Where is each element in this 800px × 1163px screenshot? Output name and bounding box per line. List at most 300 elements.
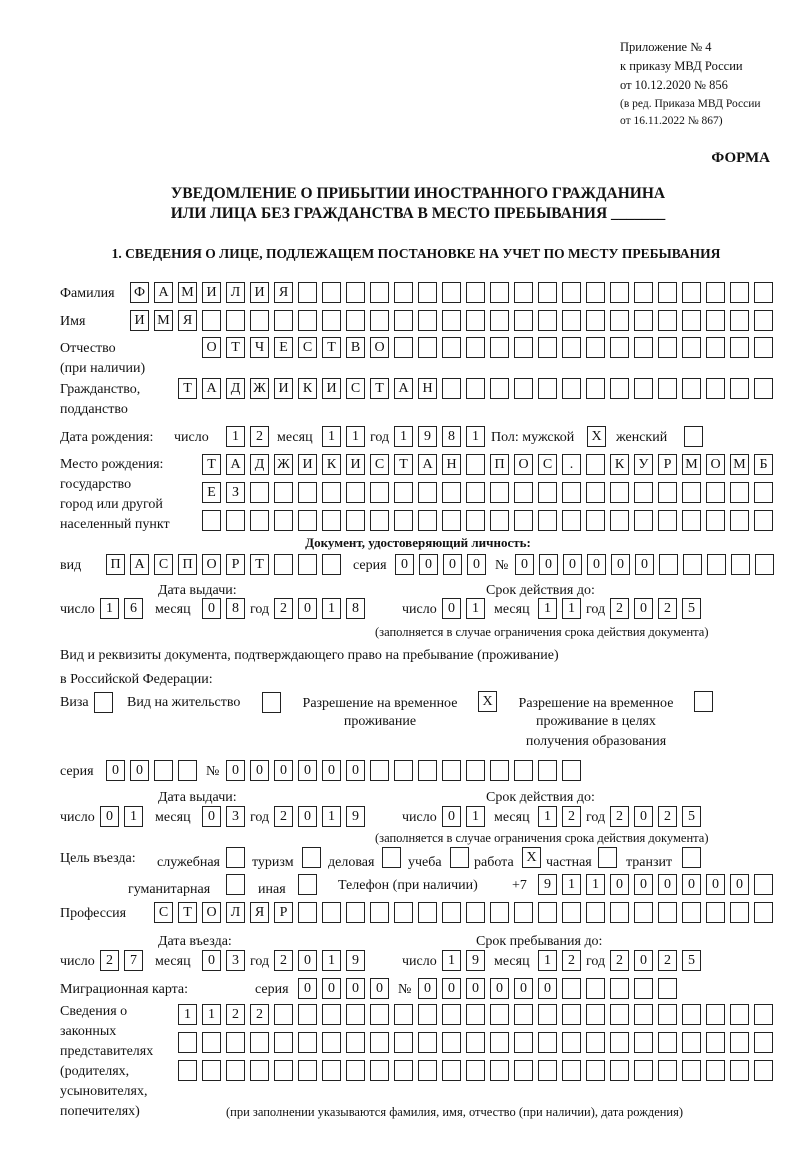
char-cell[interactable]: Т — [226, 337, 245, 358]
char-cell[interactable] — [178, 1060, 197, 1081]
char-cell[interactable] — [682, 1060, 701, 1081]
char-cell[interactable]: 0 — [202, 950, 221, 971]
char-cell[interactable] — [610, 1004, 629, 1025]
char-cell[interactable]: 1 — [124, 806, 143, 827]
char-cell[interactable]: К — [610, 454, 629, 475]
char-cell[interactable]: 0 — [635, 554, 654, 575]
char-cell[interactable] — [394, 337, 413, 358]
char-cell[interactable]: И — [274, 378, 293, 399]
char-cell[interactable] — [586, 337, 605, 358]
char-cell[interactable]: 2 — [562, 806, 581, 827]
char-cell[interactable]: 5 — [682, 950, 701, 971]
char-cell[interactable] — [202, 310, 221, 331]
char-cell[interactable]: 0 — [418, 978, 437, 999]
char-cell[interactable] — [298, 902, 317, 923]
char-cell[interactable]: К — [322, 454, 341, 475]
char-cell[interactable] — [730, 337, 749, 358]
char-cell[interactable] — [514, 1060, 533, 1081]
char-cell[interactable] — [250, 482, 269, 503]
char-cell[interactable]: Ж — [250, 378, 269, 399]
char-cell[interactable]: А — [130, 554, 149, 575]
char-cell[interactable]: О — [370, 337, 389, 358]
char-cell[interactable]: 2 — [100, 950, 119, 971]
char-cell[interactable]: Т — [370, 378, 389, 399]
char-cell[interactable]: 1 — [346, 426, 365, 447]
char-cell[interactable] — [610, 510, 629, 531]
char-cell[interactable] — [490, 310, 509, 331]
char-cell[interactable]: Е — [274, 337, 293, 358]
char-cell[interactable] — [370, 1004, 389, 1025]
char-cell[interactable] — [394, 760, 413, 781]
char-cell[interactable]: 1 — [178, 1004, 197, 1025]
char-cell[interactable]: Е — [202, 482, 221, 503]
char-cell[interactable]: 8 — [442, 426, 461, 447]
char-cell[interactable] — [322, 282, 341, 303]
char-cell[interactable] — [730, 282, 749, 303]
char-cell[interactable] — [466, 337, 485, 358]
char-cell[interactable]: 0 — [346, 760, 365, 781]
char-cell[interactable] — [490, 902, 509, 923]
char-cell[interactable] — [658, 978, 677, 999]
char-cell[interactable] — [586, 510, 605, 531]
char-cell[interactable]: О — [202, 902, 221, 923]
char-cell[interactable] — [610, 310, 629, 331]
char-cell[interactable] — [754, 310, 773, 331]
char-cell[interactable]: Ж — [274, 454, 293, 475]
char-cell[interactable] — [418, 510, 437, 531]
char-cell[interactable]: 8 — [226, 598, 245, 619]
char-cell[interactable] — [586, 378, 605, 399]
char-cell[interactable] — [322, 510, 341, 531]
char-cell[interactable] — [634, 1060, 653, 1081]
char-cell[interactable] — [586, 1032, 605, 1053]
char-cell[interactable] — [586, 902, 605, 923]
char-cell[interactable] — [706, 482, 725, 503]
char-cell[interactable]: 9 — [418, 426, 437, 447]
char-cell[interactable] — [418, 1060, 437, 1081]
char-cell[interactable] — [442, 510, 461, 531]
char-cell[interactable] — [466, 310, 485, 331]
char-cell[interactable]: 0 — [298, 950, 317, 971]
char-cell[interactable]: 0 — [634, 874, 653, 895]
char-cell[interactable]: С — [538, 454, 557, 475]
char-cell[interactable] — [682, 1032, 701, 1053]
char-cell[interactable] — [490, 378, 509, 399]
char-cell[interactable] — [514, 1004, 533, 1025]
char-cell[interactable] — [610, 482, 629, 503]
char-cell[interactable] — [466, 282, 485, 303]
char-cell[interactable] — [634, 510, 653, 531]
char-cell[interactable]: З — [226, 482, 245, 503]
char-cell[interactable]: 0 — [466, 978, 485, 999]
char-cell[interactable] — [490, 337, 509, 358]
char-cell[interactable] — [514, 902, 533, 923]
char-cell[interactable]: Ч — [250, 337, 269, 358]
char-cell[interactable]: В — [346, 337, 365, 358]
char-cell[interactable] — [418, 310, 437, 331]
char-cell[interactable]: 1 — [562, 874, 581, 895]
char-cell[interactable] — [490, 482, 509, 503]
char-cell[interactable]: 0 — [467, 554, 486, 575]
char-cell[interactable]: 1 — [466, 806, 485, 827]
char-cell[interactable] — [562, 378, 581, 399]
char-cell[interactable]: Т — [178, 902, 197, 923]
char-cell[interactable] — [730, 378, 749, 399]
char-cell[interactable]: 1 — [322, 426, 341, 447]
char-cell[interactable] — [298, 282, 317, 303]
char-cell[interactable] — [730, 1032, 749, 1053]
char-cell[interactable] — [394, 482, 413, 503]
char-cell[interactable] — [682, 1004, 701, 1025]
char-cell[interactable] — [202, 510, 221, 531]
char-cell[interactable]: 0 — [514, 978, 533, 999]
char-cell[interactable] — [442, 378, 461, 399]
char-cell[interactable]: М — [682, 454, 701, 475]
char-cell[interactable] — [694, 691, 713, 712]
char-cell[interactable] — [610, 1060, 629, 1081]
char-cell[interactable] — [538, 378, 557, 399]
char-cell[interactable] — [322, 902, 341, 923]
char-cell[interactable] — [466, 454, 485, 475]
char-cell[interactable] — [346, 510, 365, 531]
char-cell[interactable] — [442, 1060, 461, 1081]
char-cell[interactable] — [754, 282, 773, 303]
char-cell[interactable]: 0 — [395, 554, 414, 575]
char-cell[interactable]: . — [562, 454, 581, 475]
char-cell[interactable] — [706, 1004, 725, 1025]
char-cell[interactable]: 0 — [298, 598, 317, 619]
char-cell[interactable]: Ф — [130, 282, 149, 303]
char-cell[interactable] — [538, 310, 557, 331]
char-cell[interactable] — [658, 510, 677, 531]
char-cell[interactable]: 0 — [682, 874, 701, 895]
char-cell[interactable] — [466, 902, 485, 923]
char-cell[interactable] — [706, 1032, 725, 1053]
char-cell[interactable] — [754, 1004, 773, 1025]
char-cell[interactable]: П — [490, 454, 509, 475]
char-cell[interactable] — [754, 510, 773, 531]
char-cell[interactable] — [634, 310, 653, 331]
char-cell[interactable] — [586, 978, 605, 999]
char-cell[interactable] — [298, 554, 317, 575]
char-cell[interactable]: 5 — [682, 806, 701, 827]
char-cell[interactable] — [298, 482, 317, 503]
char-cell[interactable] — [346, 1032, 365, 1053]
char-cell[interactable] — [562, 282, 581, 303]
char-cell[interactable] — [490, 760, 509, 781]
char-cell[interactable] — [418, 337, 437, 358]
char-cell[interactable] — [682, 310, 701, 331]
char-cell[interactable]: 1 — [394, 426, 413, 447]
char-cell[interactable] — [346, 482, 365, 503]
char-cell[interactable] — [418, 282, 437, 303]
char-cell[interactable] — [322, 1004, 341, 1025]
char-cell[interactable]: А — [394, 378, 413, 399]
char-cell[interactable] — [322, 1060, 341, 1081]
char-cell[interactable]: 1 — [586, 874, 605, 895]
char-cell[interactable] — [370, 310, 389, 331]
char-cell[interactable] — [658, 337, 677, 358]
char-cell[interactable] — [154, 760, 173, 781]
char-cell[interactable]: Я — [178, 310, 197, 331]
char-cell[interactable] — [731, 554, 750, 575]
char-cell[interactable] — [634, 978, 653, 999]
char-cell[interactable] — [634, 1032, 653, 1053]
char-cell[interactable] — [202, 1060, 221, 1081]
char-cell[interactable] — [562, 510, 581, 531]
char-cell[interactable]: X — [478, 691, 497, 712]
char-cell[interactable]: 5 — [682, 598, 701, 619]
char-cell[interactable] — [610, 1032, 629, 1053]
char-cell[interactable]: 0 — [515, 554, 534, 575]
char-cell[interactable] — [466, 378, 485, 399]
char-cell[interactable] — [754, 1032, 773, 1053]
char-cell[interactable] — [754, 337, 773, 358]
char-cell[interactable] — [586, 482, 605, 503]
char-cell[interactable] — [226, 310, 245, 331]
char-cell[interactable] — [586, 282, 605, 303]
char-cell[interactable] — [418, 1004, 437, 1025]
char-cell[interactable] — [450, 847, 469, 868]
char-cell[interactable]: 0 — [658, 874, 677, 895]
char-cell[interactable]: Н — [442, 454, 461, 475]
char-cell[interactable] — [730, 902, 749, 923]
char-cell[interactable]: П — [106, 554, 125, 575]
char-cell[interactable] — [394, 310, 413, 331]
char-cell[interactable]: А — [226, 454, 245, 475]
char-cell[interactable] — [586, 310, 605, 331]
char-cell[interactable] — [394, 1060, 413, 1081]
char-cell[interactable] — [346, 1060, 365, 1081]
char-cell[interactable]: Т — [250, 554, 269, 575]
char-cell[interactable] — [442, 482, 461, 503]
char-cell[interactable]: 0 — [202, 806, 221, 827]
char-cell[interactable] — [730, 310, 749, 331]
char-cell[interactable] — [706, 337, 725, 358]
char-cell[interactable] — [610, 978, 629, 999]
char-cell[interactable]: П — [178, 554, 197, 575]
char-cell[interactable] — [442, 282, 461, 303]
char-cell[interactable] — [634, 337, 653, 358]
char-cell[interactable] — [370, 1032, 389, 1053]
char-cell[interactable] — [706, 310, 725, 331]
char-cell[interactable]: С — [298, 337, 317, 358]
char-cell[interactable]: Б — [754, 454, 773, 475]
char-cell[interactable]: X — [587, 426, 606, 447]
char-cell[interactable] — [755, 554, 774, 575]
char-cell[interactable]: 0 — [539, 554, 558, 575]
char-cell[interactable]: 0 — [298, 760, 317, 781]
char-cell[interactable] — [346, 282, 365, 303]
char-cell[interactable]: 1 — [322, 950, 341, 971]
char-cell[interactable]: 0 — [443, 554, 462, 575]
char-cell[interactable] — [250, 1060, 269, 1081]
char-cell[interactable]: 0 — [587, 554, 606, 575]
char-cell[interactable] — [514, 1032, 533, 1053]
char-cell[interactable] — [394, 1004, 413, 1025]
char-cell[interactable]: 0 — [634, 806, 653, 827]
char-cell[interactable] — [298, 510, 317, 531]
char-cell[interactable] — [754, 902, 773, 923]
char-cell[interactable]: М — [730, 454, 749, 475]
char-cell[interactable] — [442, 760, 461, 781]
char-cell[interactable] — [466, 1004, 485, 1025]
char-cell[interactable]: Р — [226, 554, 245, 575]
char-cell[interactable]: 2 — [226, 1004, 245, 1025]
char-cell[interactable] — [682, 378, 701, 399]
char-cell[interactable]: М — [154, 310, 173, 331]
char-cell[interactable] — [634, 282, 653, 303]
char-cell[interactable] — [562, 337, 581, 358]
char-cell[interactable]: 0 — [100, 806, 119, 827]
char-cell[interactable] — [94, 692, 113, 713]
char-cell[interactable]: 0 — [730, 874, 749, 895]
char-cell[interactable] — [658, 482, 677, 503]
char-cell[interactable] — [370, 482, 389, 503]
char-cell[interactable]: 2 — [658, 806, 677, 827]
char-cell[interactable]: М — [178, 282, 197, 303]
char-cell[interactable] — [346, 1004, 365, 1025]
char-cell[interactable] — [538, 760, 557, 781]
char-cell[interactable]: 0 — [274, 760, 293, 781]
char-cell[interactable] — [514, 337, 533, 358]
char-cell[interactable] — [754, 482, 773, 503]
char-cell[interactable] — [490, 282, 509, 303]
char-cell[interactable] — [442, 1004, 461, 1025]
char-cell[interactable]: 0 — [442, 978, 461, 999]
char-cell[interactable]: С — [154, 902, 173, 923]
char-cell[interactable] — [178, 1032, 197, 1053]
char-cell[interactable]: 2 — [274, 950, 293, 971]
char-cell[interactable]: 1 — [538, 598, 557, 619]
char-cell[interactable]: 1 — [202, 1004, 221, 1025]
char-cell[interactable] — [370, 760, 389, 781]
char-cell[interactable] — [658, 378, 677, 399]
char-cell[interactable]: 8 — [346, 598, 365, 619]
char-cell[interactable] — [682, 337, 701, 358]
char-cell[interactable]: У — [634, 454, 653, 475]
char-cell[interactable] — [754, 1060, 773, 1081]
char-cell[interactable]: 0 — [298, 978, 317, 999]
char-cell[interactable] — [382, 847, 401, 868]
char-cell[interactable] — [442, 337, 461, 358]
char-cell[interactable]: 1 — [538, 806, 557, 827]
char-cell[interactable]: О — [706, 454, 725, 475]
char-cell[interactable] — [418, 1032, 437, 1053]
char-cell[interactable] — [682, 510, 701, 531]
char-cell[interactable] — [538, 1032, 557, 1053]
char-cell[interactable]: 1 — [322, 598, 341, 619]
char-cell[interactable] — [706, 378, 725, 399]
char-cell[interactable]: 0 — [419, 554, 438, 575]
char-cell[interactable] — [226, 874, 245, 895]
char-cell[interactable]: Т — [322, 337, 341, 358]
char-cell[interactable] — [298, 310, 317, 331]
char-cell[interactable] — [562, 978, 581, 999]
char-cell[interactable]: 0 — [634, 598, 653, 619]
char-cell[interactable]: И — [346, 454, 365, 475]
char-cell[interactable]: 1 — [226, 426, 245, 447]
char-cell[interactable]: 2 — [610, 598, 629, 619]
char-cell[interactable] — [610, 902, 629, 923]
char-cell[interactable]: Т — [202, 454, 221, 475]
char-cell[interactable]: X — [522, 847, 541, 868]
char-cell[interactable] — [274, 482, 293, 503]
char-cell[interactable] — [706, 282, 725, 303]
char-cell[interactable] — [250, 510, 269, 531]
char-cell[interactable] — [754, 378, 773, 399]
char-cell[interactable]: 0 — [370, 978, 389, 999]
char-cell[interactable] — [226, 1060, 245, 1081]
char-cell[interactable]: 1 — [562, 598, 581, 619]
char-cell[interactable] — [514, 378, 533, 399]
char-cell[interactable]: О — [202, 554, 221, 575]
char-cell[interactable] — [586, 454, 605, 475]
char-cell[interactable]: 0 — [634, 950, 653, 971]
char-cell[interactable]: 1 — [538, 950, 557, 971]
char-cell[interactable]: 0 — [563, 554, 582, 575]
char-cell[interactable] — [562, 902, 581, 923]
char-cell[interactable] — [274, 510, 293, 531]
char-cell[interactable] — [370, 1060, 389, 1081]
char-cell[interactable] — [706, 510, 725, 531]
char-cell[interactable]: С — [346, 378, 365, 399]
char-cell[interactable] — [274, 1032, 293, 1053]
char-cell[interactable] — [683, 554, 702, 575]
char-cell[interactable] — [538, 337, 557, 358]
char-cell[interactable] — [226, 1032, 245, 1053]
char-cell[interactable]: 0 — [322, 978, 341, 999]
char-cell[interactable]: Я — [274, 282, 293, 303]
char-cell[interactable] — [322, 310, 341, 331]
char-cell[interactable]: А — [202, 378, 221, 399]
char-cell[interactable] — [274, 1060, 293, 1081]
char-cell[interactable] — [538, 1004, 557, 1025]
char-cell[interactable] — [298, 1060, 317, 1081]
char-cell[interactable] — [394, 902, 413, 923]
char-cell[interactable]: 0 — [130, 760, 149, 781]
char-cell[interactable] — [658, 1032, 677, 1053]
char-cell[interactable]: Л — [226, 282, 245, 303]
char-cell[interactable] — [346, 902, 365, 923]
char-cell[interactable]: 2 — [250, 426, 269, 447]
char-cell[interactable]: И — [298, 454, 317, 475]
char-cell[interactable]: И — [322, 378, 341, 399]
char-cell[interactable] — [418, 482, 437, 503]
char-cell[interactable] — [466, 760, 485, 781]
char-cell[interactable] — [730, 1060, 749, 1081]
char-cell[interactable]: 0 — [226, 760, 245, 781]
char-cell[interactable] — [394, 510, 413, 531]
char-cell[interactable] — [538, 902, 557, 923]
char-cell[interactable] — [442, 310, 461, 331]
char-cell[interactable]: 0 — [706, 874, 725, 895]
char-cell[interactable] — [562, 760, 581, 781]
char-cell[interactable] — [322, 1032, 341, 1053]
char-cell[interactable] — [250, 310, 269, 331]
char-cell[interactable] — [178, 760, 197, 781]
char-cell[interactable]: 6 — [124, 598, 143, 619]
char-cell[interactable] — [490, 1004, 509, 1025]
char-cell[interactable]: 1 — [100, 598, 119, 619]
char-cell[interactable] — [298, 1032, 317, 1053]
char-cell[interactable] — [659, 554, 678, 575]
char-cell[interactable] — [610, 378, 629, 399]
char-cell[interactable] — [466, 1032, 485, 1053]
char-cell[interactable] — [562, 1060, 581, 1081]
char-cell[interactable] — [322, 554, 341, 575]
char-cell[interactable] — [538, 482, 557, 503]
